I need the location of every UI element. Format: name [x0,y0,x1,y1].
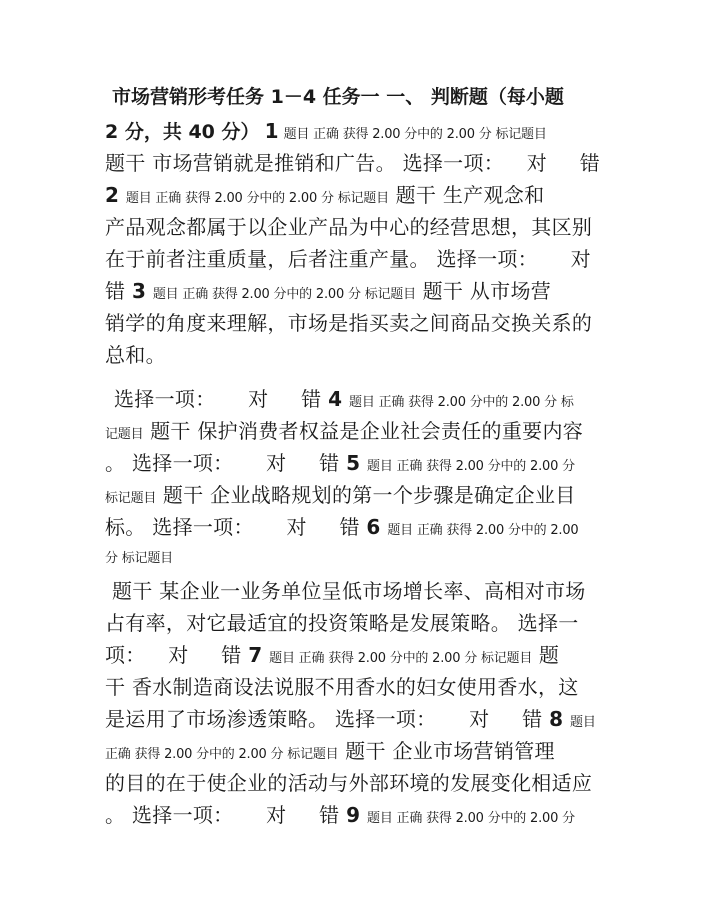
choose-label-rest: 项： [105,643,146,667]
choose-label: 选择一项： [402,151,505,175]
question-text-5a: 企业战略规划的第一个步骤是确定企业目 [210,483,576,507]
line-3 [105,146,610,180]
question-number-2: 2 [105,183,120,207]
question-meta-8a: 题目 [570,715,596,730]
option-true[interactable]: 对 [286,515,307,539]
question-text-8a: 企业市场营销管理 [392,739,555,763]
question-meta-5b: 标记题目 [105,491,157,506]
question-meta-4b: 记题目 [105,427,144,442]
question-meta-4a: 题目 正确 获得 2.00 分中的 2.00 分 标 [349,395,574,410]
line-22 [105,766,610,800]
heading-line-1 [112,80,610,114]
question-text-8c: 。 [105,803,126,827]
question-meta-7: 题目 正确 获得 2.00 分中的 2.00 分 标记题目 [269,651,533,666]
line-2 [105,114,610,148]
question-text-2c: 在于前者注重质量，后者注重产量。 [105,247,430,271]
option-true[interactable]: 对 [526,151,548,175]
heading-text: 市场营销形考任务 1－4 任务一 一、 判断题（每小题 [112,86,564,108]
question-text-5b: 标。 [105,515,146,539]
question-text-1: 市场营销就是推销和广告。 [152,151,396,175]
stem-label-split: 题 [538,643,560,667]
question-text-2a: 生产观念和 [442,183,545,207]
question-number-7: 7 [248,643,263,667]
question-meta-6a: 题目 正确 获得 2.00 分中的 2.00 [387,523,579,538]
line-6 [105,242,610,276]
option-true[interactable]: 对 [266,803,287,827]
line-11 [105,414,610,448]
stem-label: 题干 [395,183,437,207]
option-false[interactable]: 错 [522,707,543,731]
stem-label: 题干 [422,279,464,303]
question-text-6b: 占有率，对它最适宜的投资策略是发展策略。 [105,611,511,635]
question-text-2b: 产品观念都属于以企业产品为中心的经营思想，其区别 [105,215,593,239]
line-13 [105,478,610,512]
option-false[interactable]: 错 [319,451,340,475]
question-text-3b: 销学的角度来理解，市场是指买卖之间商品交换关系的 [105,311,593,335]
question-text-4b: 。 [105,451,126,475]
question-text-3a: 从市场营 [469,279,552,303]
question-meta-6b: 分 标记题目 [105,551,173,566]
option-false[interactable]: 错 [579,151,601,175]
question-text-8b: 的目的在于使企业的活动与外部环境的发展变化相适应 [105,771,593,795]
line-8 [105,306,610,340]
question-number-4: 4 [328,387,343,411]
question-text-7a: 干 香水制造商设法说服不用香水的妇女使用香水，这 [105,675,579,699]
choose-label-split: 选择一 [517,611,579,635]
line-4 [105,178,610,212]
option-true[interactable]: 对 [168,643,189,667]
line-16 [112,574,610,608]
question-number-5: 5 [346,451,361,475]
choose-label: 选择一项： [131,803,234,827]
option-false[interactable]: 错 [339,515,360,539]
line-17 [105,606,610,640]
question-text-3c: 总和。 [105,343,166,367]
question-text-6a: 某企业一业务单位呈低市场增长率、高相对市场 [159,579,586,603]
stem-label: 题干 [345,739,386,763]
line-23 [105,798,610,832]
question-meta-2: 题目 正确 获得 2.00 分中的 2.00 分 标记题目 [125,191,389,206]
stem-label: 题干 [105,151,146,175]
line-10 [114,382,610,416]
stem-label: 题干 [112,579,153,603]
line-9 [105,338,610,372]
question-text-4a: 保护消费者权益是企业社会责任的重要内容 [197,419,584,443]
choose-label: 选择一项： [436,247,538,271]
question-meta-9: 题目 正确 获得 2.00 分中的 2.00 分 [367,811,575,826]
line-15 [105,538,610,572]
question-number-8: 8 [549,707,564,731]
line-18 [105,638,610,672]
choose-label: 选择一项： [152,515,254,539]
question-meta-3: 题目 正确 获得 2.00 分中的 2.00 分 标记题目 [152,287,416,302]
question-number-3: 3 [131,279,147,303]
line-21 [105,734,610,768]
line-5 [105,210,610,244]
option-false[interactable]: 错 [221,643,242,667]
option-false[interactable]: 错 [301,387,322,411]
option-true[interactable]: 对 [266,451,287,475]
question-meta-8b: 正确 获得 2.00 分中的 2.00 分 标记题目 [105,747,339,762]
stem-label: 题干 [150,419,191,443]
line-12 [105,446,610,480]
question-meta-5a: 题目 正确 获得 2.00 分中的 2.00 分 [367,459,575,474]
question-text-7b: 是运用了市场渗透策略。 [105,707,329,731]
line-7 [105,274,610,308]
choose-label: 选择一项： [131,451,234,475]
question-number-1: 1 [264,119,279,143]
heading-points: 2 分，共 40 分） [105,121,260,143]
option-false[interactable]: 错 [319,803,340,827]
option-true[interactable]: 对 [248,387,269,411]
question-number-6: 6 [366,515,381,539]
stem-label: 题干 [162,483,204,507]
option-true[interactable]: 对 [469,707,490,731]
question-meta-1: 题目 正确 获得 2.00 分中的 2.00 分 标记题目 [283,127,547,142]
option-false[interactable]: 错 [105,279,126,303]
line-20 [105,702,610,736]
choose-label: 选择一项： [114,387,216,411]
line-19 [105,670,610,704]
choose-label: 选择一项： [334,707,437,731]
question-number-9: 9 [346,803,361,827]
option-true[interactable]: 对 [570,247,591,271]
